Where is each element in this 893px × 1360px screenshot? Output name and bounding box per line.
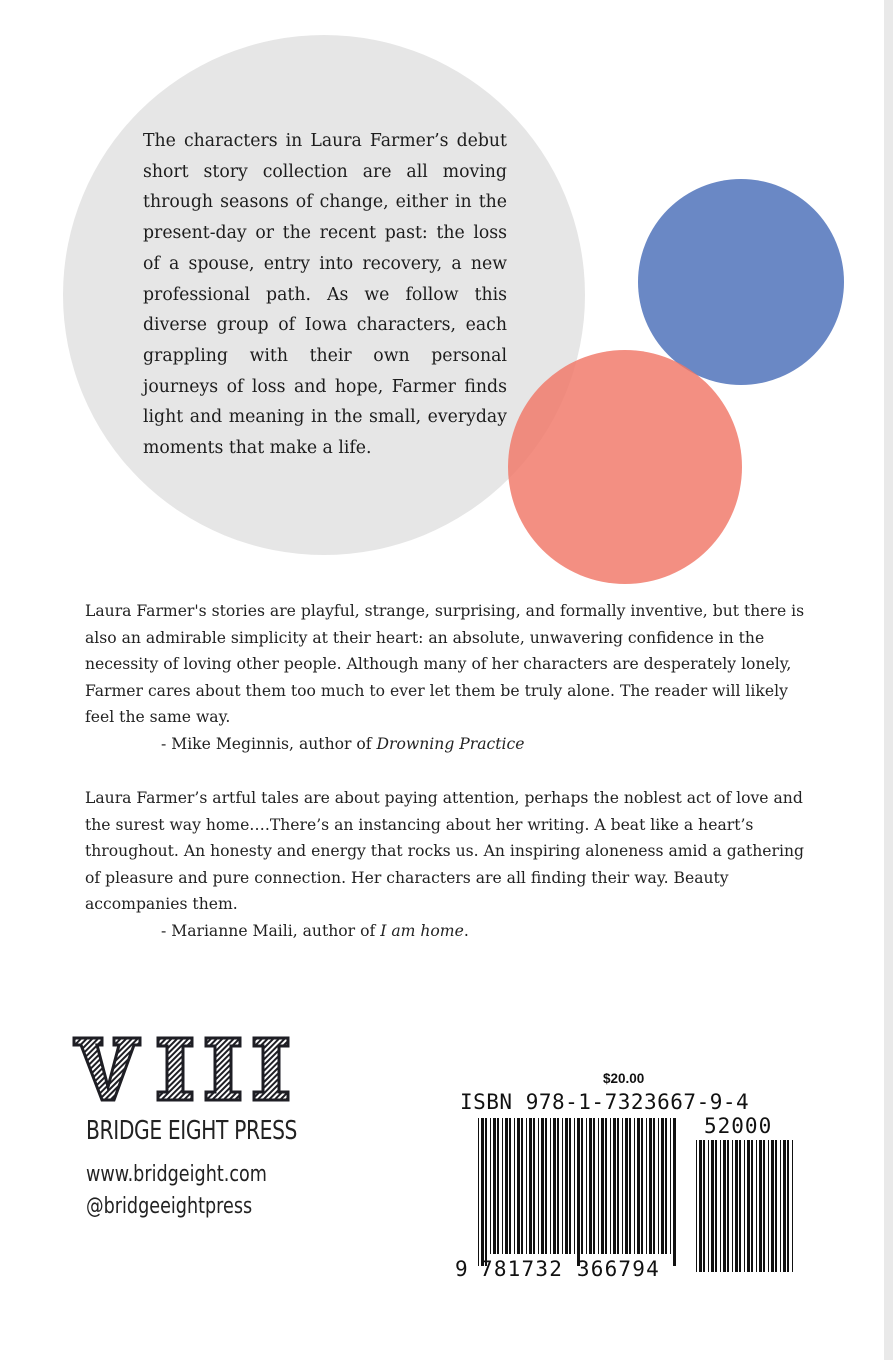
barcode-bar — [732, 1140, 733, 1272]
barcode-bar — [610, 1118, 611, 1254]
barcode-bar — [533, 1118, 535, 1254]
barcode-bar — [589, 1118, 592, 1254]
price-label: $20.00 — [603, 1071, 645, 1086]
barcode-bar — [699, 1140, 702, 1272]
barcode-bar — [509, 1118, 511, 1254]
barcode-bar — [517, 1118, 520, 1254]
barcode-bar — [505, 1118, 508, 1254]
barcode-bar — [649, 1118, 652, 1254]
publisher-handle: @bridgeeightpress — [86, 1194, 253, 1219]
barcode-bar — [562, 1118, 563, 1254]
barcode-bar — [598, 1118, 599, 1254]
barcode-bar — [577, 1118, 580, 1266]
barcode-bar — [634, 1118, 635, 1254]
barcode-bar — [771, 1140, 774, 1272]
barcode-bar — [653, 1118, 655, 1254]
barcode-bar — [565, 1118, 568, 1254]
barcode-bar — [670, 1118, 671, 1254]
barcode-bar — [553, 1118, 556, 1254]
barcode-bar — [703, 1140, 705, 1272]
barcode-bar — [768, 1140, 769, 1272]
barcode-bar — [759, 1140, 762, 1272]
barcode-bar — [646, 1118, 647, 1254]
barcode-bar — [521, 1118, 523, 1254]
barcode-bar — [490, 1118, 491, 1254]
barcode-bar — [569, 1118, 571, 1254]
ean-digits: 781732 366794 — [480, 1257, 660, 1281]
barcode-bar — [756, 1140, 757, 1272]
endorsement-1 — [85, 598, 805, 758]
attribution-prefix: - Mike Meginnis, author of — [161, 734, 377, 753]
barcode-bar — [673, 1118, 676, 1266]
barcode-bar — [541, 1118, 544, 1254]
barcode-bar — [723, 1140, 726, 1272]
barcode-bar — [502, 1118, 503, 1254]
barcode-bar — [747, 1140, 750, 1272]
barcode-bar — [605, 1118, 607, 1254]
barcode-bar — [637, 1118, 640, 1254]
barcode-bar — [775, 1140, 777, 1272]
barcode-bar — [708, 1140, 709, 1272]
barcode-bar — [665, 1118, 667, 1254]
barcode-bar — [715, 1140, 717, 1272]
endorsement-2-text: Laura Farmer’s artful tales are about paying attention, perhaps the noblest act of love and the surest way home….There’s an instancing about her writing. A beat like a heart’s throughout. An honesty and energy that rocks us. An inspiring aloneness amid a gathering of pleasure and pure connection. Her characters are all finding their way. Beauty accompanies them. — [85, 789, 804, 914]
barcode-bar — [735, 1140, 738, 1272]
attribution-prefix: - Marianne Maili, author of — [161, 921, 381, 940]
barcode-bar — [526, 1118, 527, 1254]
publisher-website: www.bridgeight.com — [86, 1162, 267, 1187]
endorsement-2 — [85, 785, 805, 945]
barcode-bar — [622, 1118, 623, 1254]
barcode-bar — [783, 1140, 786, 1272]
barcode-bar — [744, 1140, 745, 1272]
barcode-bar — [739, 1140, 741, 1272]
coral-circle — [508, 350, 742, 584]
barcode-bar — [613, 1118, 616, 1254]
barcode-bar — [574, 1118, 575, 1254]
barcode-bar — [787, 1140, 789, 1272]
barcode-bar — [661, 1118, 664, 1254]
blue-circle — [638, 179, 844, 385]
barcode-bar — [780, 1140, 781, 1272]
addon-code: 52000 — [704, 1114, 773, 1138]
barcode-bar — [625, 1118, 628, 1254]
barcode-bar — [696, 1140, 697, 1272]
barcode-bar — [601, 1118, 604, 1254]
publisher-name: BRIDGE EIGHT PRESS — [86, 1116, 298, 1146]
barcode-bar — [497, 1118, 499, 1254]
barcode-bar — [751, 1140, 753, 1272]
barcode-bar — [792, 1140, 793, 1272]
barcode-bar — [493, 1118, 496, 1254]
barcode-bar — [538, 1118, 539, 1254]
barcode-bar — [763, 1140, 765, 1272]
barcode-bar — [658, 1118, 659, 1254]
barcode-bar — [514, 1118, 515, 1254]
barcode-bar — [485, 1118, 487, 1266]
page-edge — [884, 0, 893, 1360]
barcode-bar — [711, 1140, 714, 1272]
endorsement-2-attribution — [85, 918, 805, 945]
barcode-bar — [557, 1118, 559, 1254]
barcode-bar — [545, 1118, 547, 1254]
barcode-bar — [641, 1118, 643, 1254]
barcode-bar — [529, 1118, 532, 1254]
barcode-bar — [478, 1118, 479, 1266]
barcode-bar — [550, 1118, 551, 1254]
publisher-logo — [72, 1035, 296, 1103]
barcode-bar — [586, 1118, 587, 1254]
ean-first-digit: 9 — [455, 1257, 468, 1281]
isbn-label: ISBN 978-1-7323667-9-4 — [460, 1090, 750, 1114]
barcode-bar — [481, 1118, 484, 1266]
attribution-work-title: Drowning Practice — [376, 734, 525, 753]
barcode-bar — [617, 1118, 619, 1254]
endorsement-1-attribution — [85, 731, 805, 758]
endorsement-1-text: Laura Farmer's stories are playful, strange, surprising, and formally inventive, but there is also an admirable simplicity at their heart: an absolute, unwavering confidence in the necessity of loving other people. Although many of her characters are desperately lonely, Farmer cares about them too much to ever let them be truly alone. The reader will likely feel the same way. — [85, 602, 805, 727]
barcode-bar — [629, 1118, 631, 1254]
barcode-bar — [720, 1140, 721, 1272]
attribution-work-title: I am home — [380, 921, 464, 940]
barcode-bar — [581, 1118, 583, 1254]
attribution-suffix: . — [463, 921, 469, 940]
barcode-bar — [593, 1118, 595, 1254]
blurb-text: The characters in Laura Farmer’s debut short story collection are all moving through seasons of change, either in the present-day or the recent past: the loss of a spouse, entry into recovery, a new professional path. As we follow this diverse group of Iowa characters, each grappling with their own personal journeys of loss and hope, Farmer finds light and meaning in the small, everyday moments that make a life. — [143, 131, 507, 459]
barcode-bar — [727, 1140, 729, 1272]
book-blurb — [143, 126, 507, 464]
